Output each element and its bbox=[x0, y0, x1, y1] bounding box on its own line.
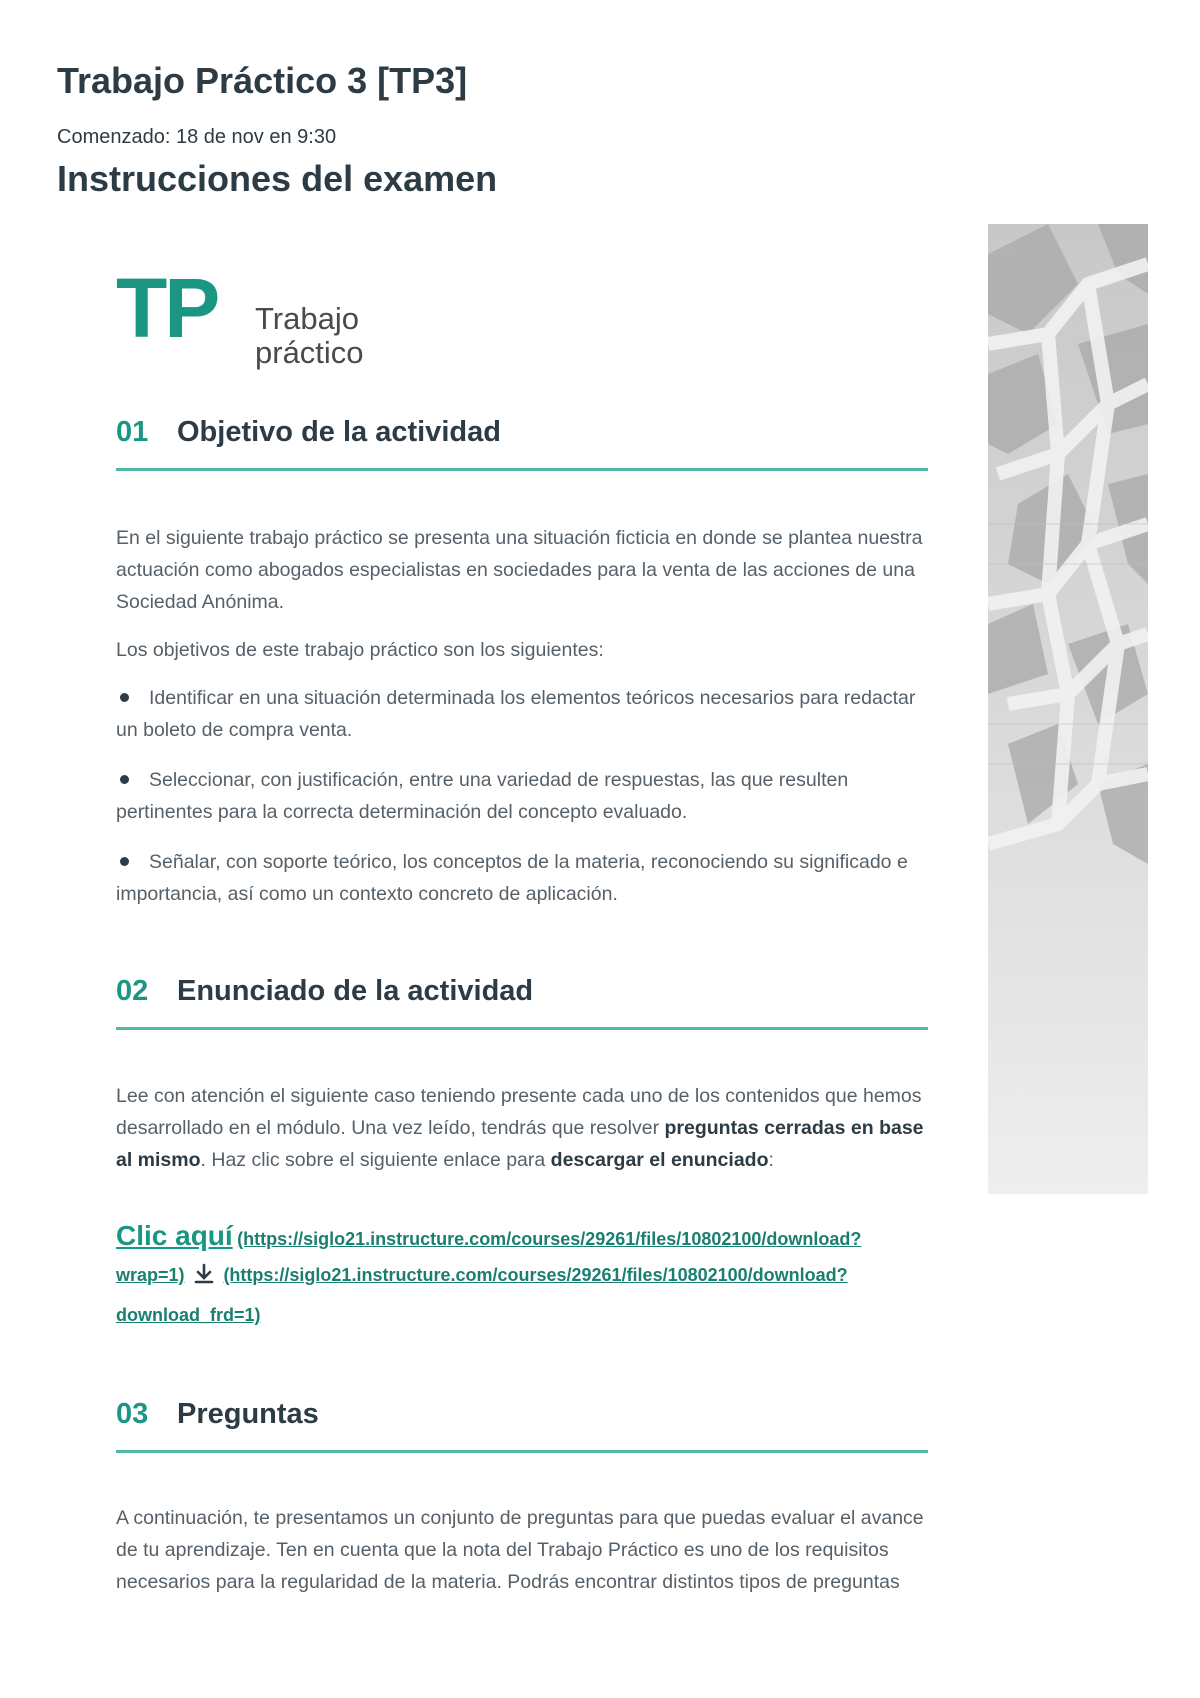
section-title: Objetivo de la actividad bbox=[177, 416, 501, 448]
objective-paragraph: En el siguiente trabajo práctico se presenta una situación ficticia en donde se plantea nuestra actuación como abogados especialistas en sociedades para la venta de las acciones de una Sociedad Anónima. bbox=[116, 527, 923, 613]
download-link-url[interactable]: (https://siglo21.instructure.com/courses/29261/files/10802100/download?download_frd=1) bbox=[116, 1265, 848, 1325]
questions-paragraph: A continuación, te presentamos un conjunto de preguntas para que puedas evaluar el avance de tu aprendizaje. Ten en cuenta que la nota del Trabajo Práctico es uno de los requisitos necesarios para la regularidad de la materia. Podrás encontrar distintos tipos de preguntas bbox=[116, 1507, 924, 1593]
objective-bullet: Identificar en una situación determinada los elementos teóricos necesarios para redactar un boleto de compra venta. bbox=[116, 687, 916, 741]
tp-logo bbox=[116, 261, 416, 370]
click-here-link[interactable]: Clic aquí bbox=[116, 1220, 233, 1251]
bullet-icon bbox=[120, 775, 129, 784]
started-timestamp: Comenzado: 18 de nov en 9:30 bbox=[57, 126, 337, 148]
page-title: Trabajo Práctico 3 [TP3] bbox=[57, 60, 468, 101]
download-icon[interactable] bbox=[193, 1263, 215, 1298]
decorative-architecture-image bbox=[988, 224, 1148, 1194]
section-number: 02 bbox=[116, 975, 149, 1007]
logo-line2: práctico bbox=[255, 335, 364, 370]
section-title: Preguntas bbox=[177, 1398, 319, 1430]
section-03-header bbox=[116, 1398, 928, 1458]
logo-mark: TP bbox=[116, 261, 218, 355]
section-divider bbox=[116, 1027, 928, 1030]
objective-bullet: Seleccionar, con justificación, entre una variedad de respuestas, las que resulten pertinentes para la correcta determinación del concepto evaluado. bbox=[116, 769, 849, 823]
statement-paragraph: Lee con atención el siguiente caso teniendo presente cada uno de los contenidos que hemos desarrollado en el módulo. Una vez leído, tendrás que resolver preguntas cerradas en base al mismo. Haz clic sobre el siguiente enlace para descargar el enunciado: bbox=[116, 1085, 924, 1171]
section-number: 01 bbox=[116, 416, 149, 448]
logo-line1: Trabajo bbox=[255, 301, 359, 336]
bullet-icon bbox=[120, 693, 129, 702]
section-01-header bbox=[116, 416, 928, 476]
section-02-header bbox=[116, 975, 928, 1035]
section-number: 03 bbox=[116, 1398, 149, 1430]
section-divider bbox=[116, 468, 928, 471]
logo-caption bbox=[255, 302, 415, 370]
preview-link-url[interactable]: (https://siglo21.instructure.com/courses/29261/files/10802100/download?wrap=1) bbox=[116, 1229, 862, 1285]
bullet-icon bbox=[120, 857, 129, 866]
section-divider bbox=[116, 1450, 928, 1453]
instructions-heading: Instrucciones del examen bbox=[57, 158, 498, 199]
download-links bbox=[116, 1219, 928, 1334]
objectives-intro: Los objetivos de este trabajo práctico son los siguientes: bbox=[116, 639, 604, 661]
objective-bullet: Señalar, con soporte teórico, los conceptos de la materia, reconociendo su significado e importancia, así como un contexto concreto de aplicación. bbox=[116, 851, 908, 905]
section-title: Enunciado de la actividad bbox=[177, 975, 534, 1007]
